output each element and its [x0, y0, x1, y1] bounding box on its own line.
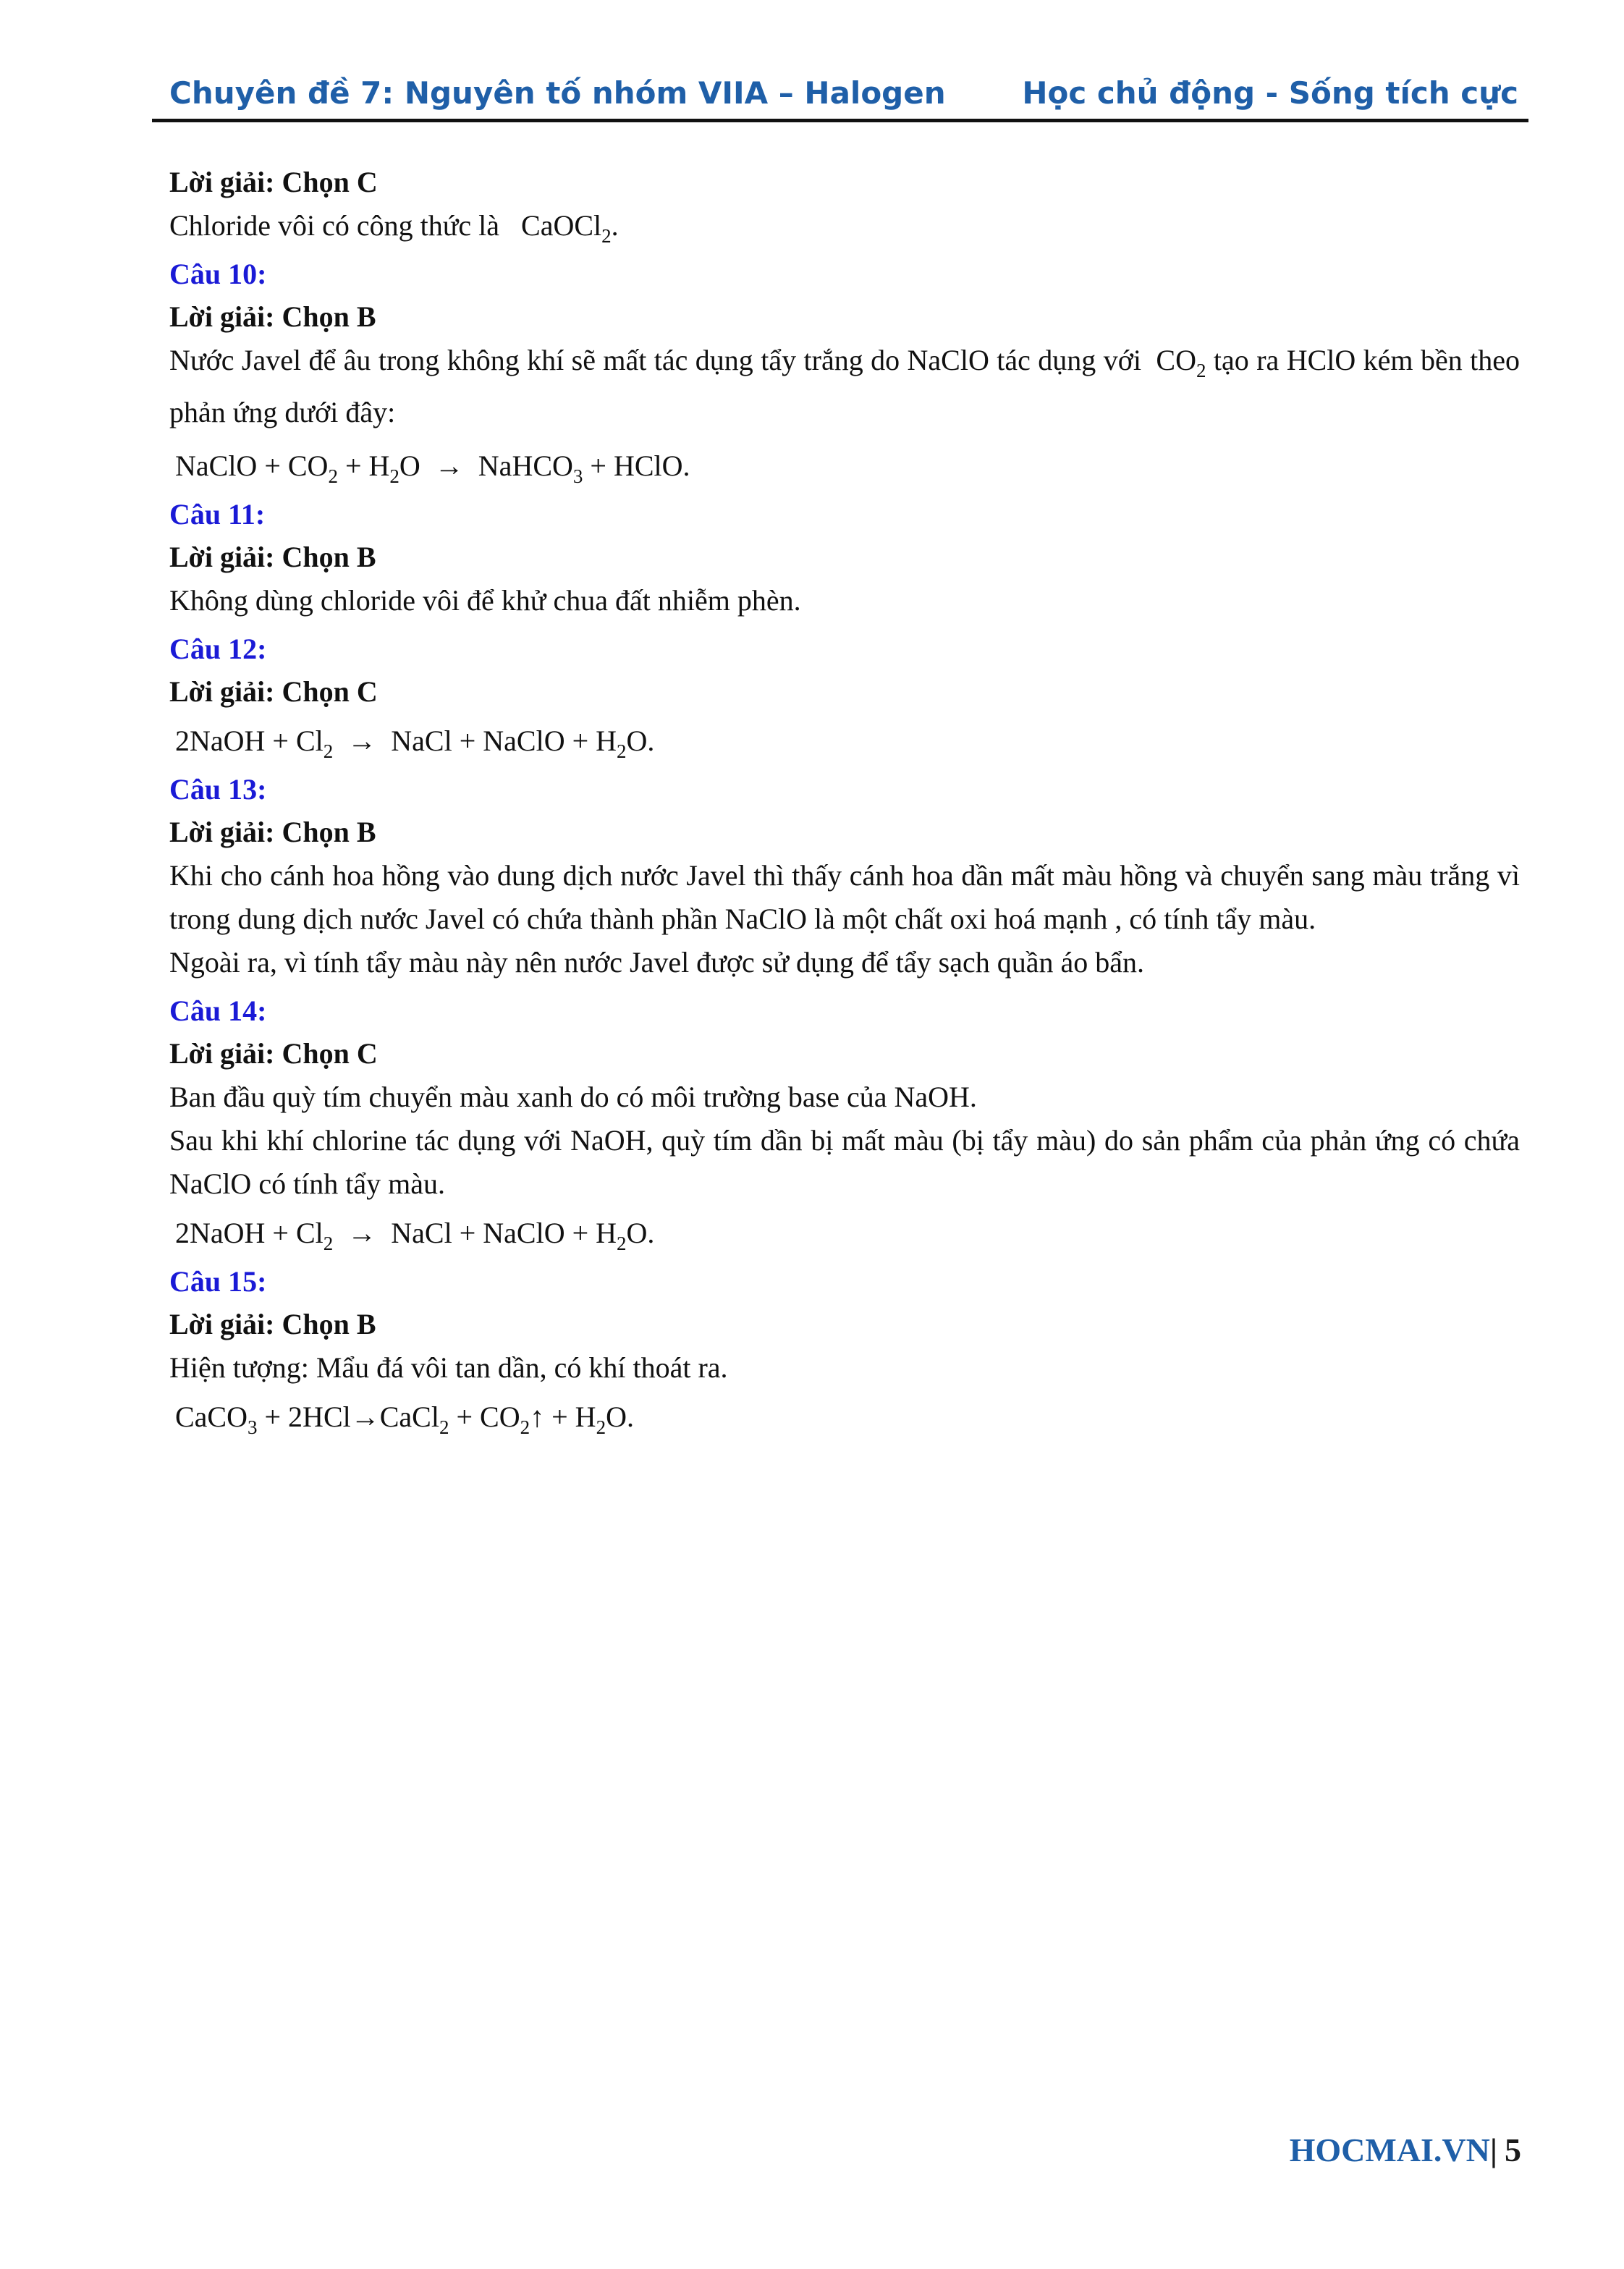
up-arrow-icon: ↑: [530, 1400, 545, 1433]
question-heading: Câu 12:: [169, 633, 267, 665]
answer-choice: Lời giải: Chọn B: [169, 541, 376, 573]
answer-choice: Lời giải: Chọn C: [169, 166, 378, 198]
header-divider: [152, 119, 1528, 122]
question-heading: Câu 10:: [169, 258, 267, 290]
answer-choice: Lời giải: Chọn B: [169, 1308, 376, 1340]
question-heading: Câu 14:: [169, 994, 267, 1027]
paragraph: Ngoài ra, vì tính tẩy màu này nên nước Javel được sử dụng để tẩy sạch quần áo bẩn.: [169, 946, 1144, 979]
page-footer: [1290, 2131, 1521, 2169]
answer-choice: Lời giải: Chọn C: [169, 675, 378, 708]
paragraph: Khi cho cánh hoa hồng vào dung dịch nước Javel thì thấy cánh hoa dần mất màu hồng và chuyển sang màu trắng vì trong dung dịch nước Javel có chứa thành phần NaClO là một chất oxi hoá mạnh , có tính tẩy màu.: [169, 859, 1520, 935]
reaction-equation: 2NaOH + $Cl_2$ → NaCl + NaClO + $H_2O$.: [175, 1217, 655, 1254]
reaction-equation: CaCO$_3$ + 2HCl→CaCl$_2$ + $CO_2↑ + H_2O$.: [175, 1400, 634, 1438]
paragraph: Hiện tượng: Mẩu đá vôi tan dần, có khí thoát ra.: [169, 1351, 728, 1384]
paragraph-text: Chloride vôi có công thức là: [169, 209, 500, 242]
page-number: 5: [1505, 2131, 1521, 2168]
arrow-icon: →: [347, 1217, 377, 1249]
page-header: [169, 75, 1518, 120]
paragraph: Không dùng chloride vôi để khử chua đất nhiễm phèn.: [169, 584, 801, 617]
arrow-icon: →: [347, 724, 377, 757]
paragraph: [169, 204, 1520, 248]
reaction-equation: NaClO + $CO_2 + H_2O$ → NaHCO$_3$ + HClO.: [175, 449, 690, 487]
question-heading: Câu 11:: [169, 498, 266, 531]
header-topic-title: Chuyên đề 7: Nguyên tố nhóm VIIA – Halogen: [169, 75, 946, 111]
question-heading: Câu 13:: [169, 773, 267, 806]
answer-content: [169, 161, 1520, 1445]
paragraph: Ban đầu quỳ tím chuyển màu xanh do có môi trường base của NaOH.: [169, 1081, 977, 1113]
question-heading: Câu 15:: [169, 1265, 267, 1298]
header-slogan: Học chủ động - Sống tích cực: [1022, 75, 1518, 111]
arrow-icon: →: [434, 449, 464, 482]
paragraph: Sau khi khí chlorine tác dụng với NaOH, quỳ tím dần bị mất màu (bị tẩy màu) do sản phẩm của phản ứng có chứa NaClO có tính tẩy màu.: [169, 1124, 1520, 1200]
answer-choice: Lời giải: Chọn B: [169, 300, 376, 333]
paragraph: Nước Javel để âu trong không khí sẽ mất tác dụng tẩy trắng do NaClO tác dụng với $CO_2$ tạo ra HClO kém bền theo phản ứng dưới đây:: [169, 344, 1521, 428]
answer-choice: Lời giải: Chọn C: [169, 1037, 378, 1070]
arrow-icon: →: [350, 1400, 380, 1433]
footer-site-name: HOCMAI.VN: [1289, 2131, 1490, 2168]
reaction-equation: 2NaOH + $Cl_2$ → NaCl + NaClO + $H_2O$.: [175, 724, 655, 762]
footer-separator: |: [1489, 2131, 1497, 2168]
answer-choice: Lời giải: Chọn B: [169, 816, 376, 848]
formula: $CO_2$: [1156, 344, 1206, 381]
formula: CaOCl$_2$.: [521, 209, 619, 247]
